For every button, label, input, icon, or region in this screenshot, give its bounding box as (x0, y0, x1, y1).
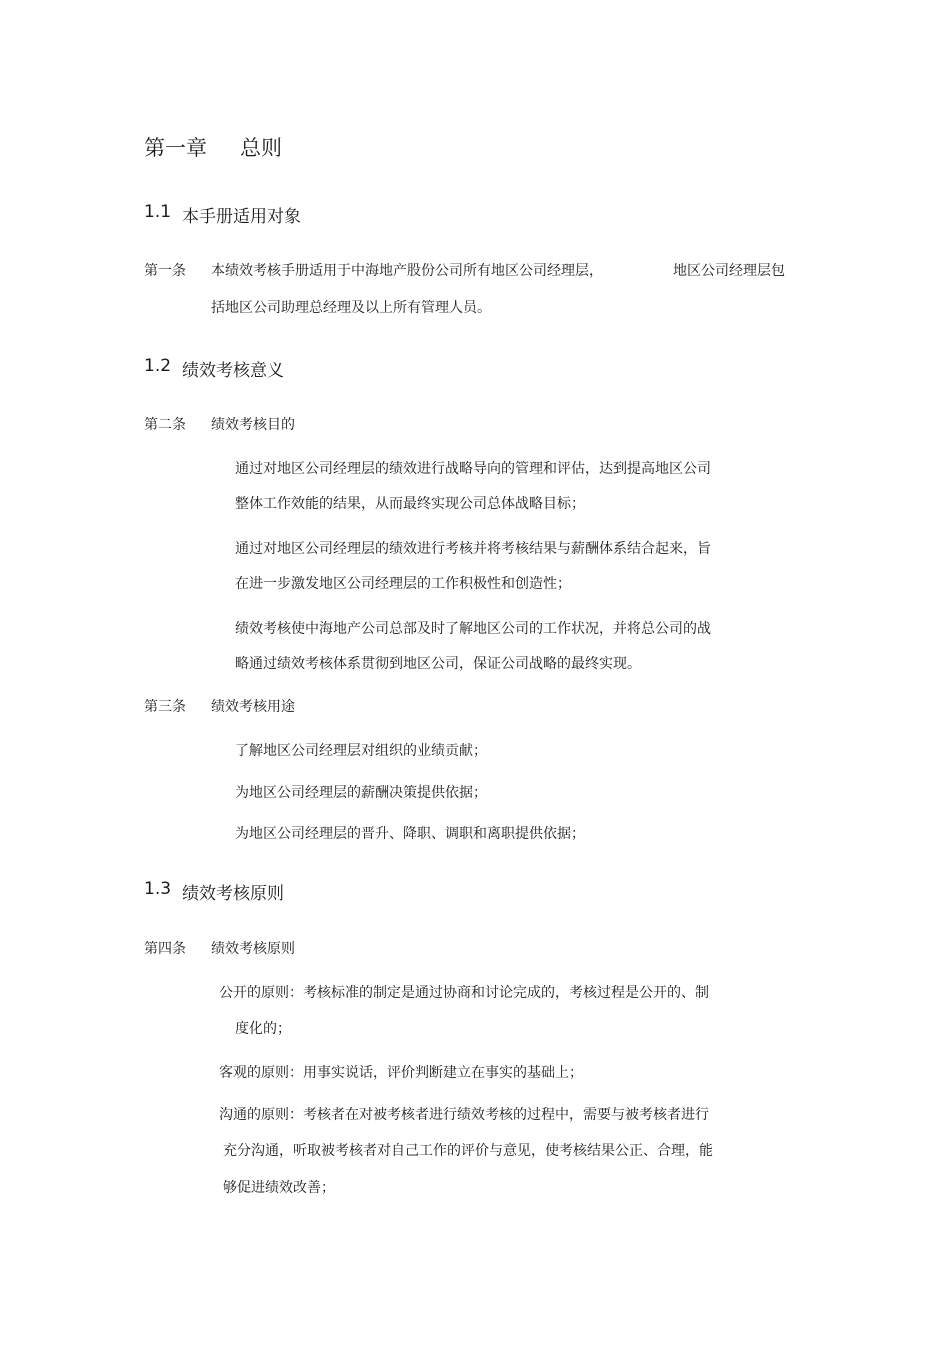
section-number: 1.2 (144, 356, 172, 376)
article-heading: 绩效考核原则 (211, 941, 295, 957)
principle-line: 沟通的原则：考核者在对被考核者进行绩效考核的过程中，需要与被考核者进行 (219, 1107, 709, 1123)
article-label: 第一条 (144, 263, 186, 279)
chapter-title: 总则 (240, 136, 282, 160)
article-text-line: 地区公司经理层包 (673, 263, 785, 279)
article-text-line: 括地区公司助理总经理及以上所有管理人员。 (211, 300, 491, 316)
list-item-line: 通过对地区公司经理层的绩效进行考核并将考核结果与薪酬体系结合起来，旨 (235, 541, 711, 557)
article-label: 第三条 (144, 699, 186, 715)
list-item-line: 为地区公司经理层的薪酬决策提供依据； (235, 785, 487, 801)
article-text-line: 本绩效考核手册适用于中海地产股份公司所有地区公司经理层， (211, 263, 603, 279)
list-item-line: 绩效考核使中海地产公司总部及时了解地区公司的工作状况，并将总公司的战 (235, 621, 711, 637)
section-title: 绩效考核原则 (182, 884, 284, 904)
principle-line: 客观的原则：用事实说话，评价判断建立在事实的基础上； (219, 1065, 583, 1081)
principle-line: 公开的原则：考核标准的制定是通过协商和讨论完成的，考核过程是公开的、制 (219, 985, 709, 1001)
section-title: 本手册适用对象 (182, 207, 301, 227)
article-label: 第二条 (144, 417, 186, 433)
article-heading: 绩效考核用途 (211, 699, 295, 715)
list-item-line: 在进一步激发地区公司经理层的工作积极性和创造性； (235, 576, 571, 592)
principle-line: 够促进绩效改善； (223, 1180, 335, 1196)
section-number: 1.3 (144, 879, 172, 899)
article-heading: 绩效考核目的 (211, 417, 295, 433)
list-item-line: 略通过绩效考核体系贯彻到地区公司，保证公司战略的最终实现。 (235, 656, 641, 672)
list-item-line: 了解地区公司经理层对组织的业绩贡献； (235, 743, 487, 759)
list-item-line: 整体工作效能的结果，从而最终实现公司总体战略目标； (235, 496, 585, 512)
list-item-line: 通过对地区公司经理层的绩效进行战略导向的管理和评估，达到提高地区公司 (235, 461, 711, 477)
section-title: 绩效考核意义 (182, 361, 284, 381)
principle-line: 充分沟通，听取被考核者对自己工作的评价与意见，使考核结果公正、合理，能 (223, 1143, 713, 1159)
chapter-number: 第一章 (144, 136, 207, 160)
section-number: 1.1 (144, 202, 172, 222)
article-label: 第四条 (144, 941, 186, 957)
principle-line: 度化的； (235, 1021, 291, 1037)
list-item-line: 为地区公司经理层的晋升、降职、调职和离职提供依据； (235, 826, 585, 842)
